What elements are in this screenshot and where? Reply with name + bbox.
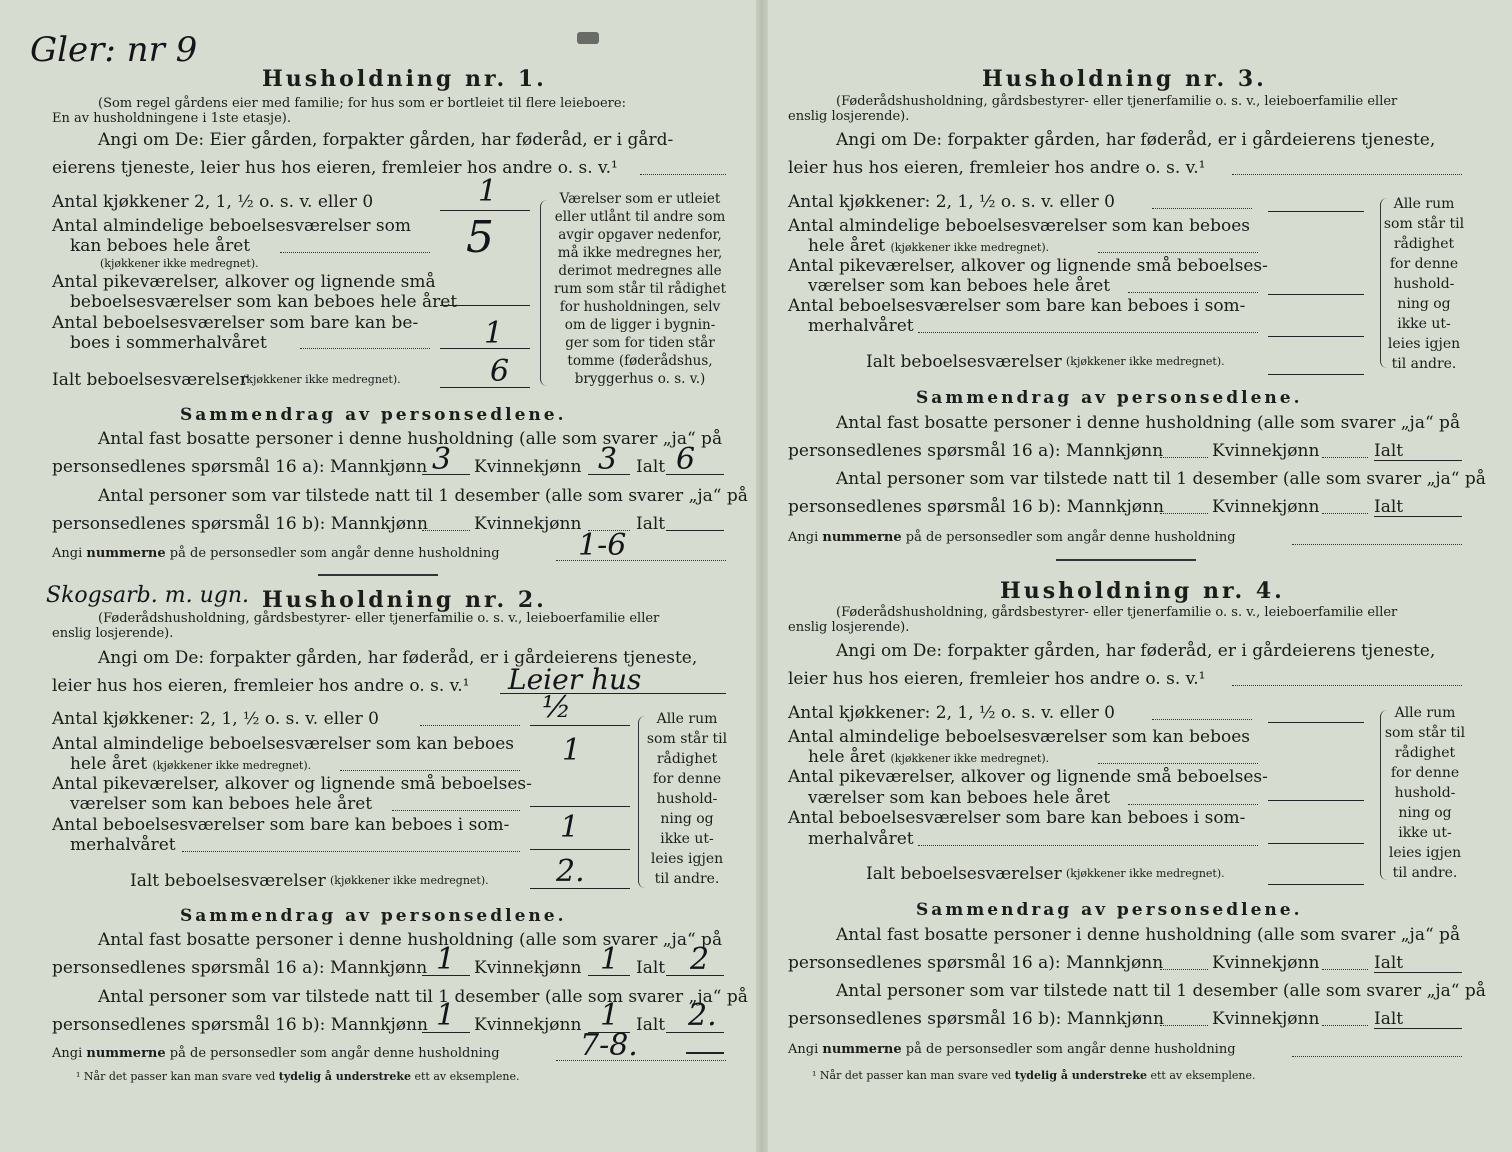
maid-rooms-label-2: værelser som kan beboes hele året [808, 276, 1111, 296]
summer-rooms-label: Antal beboelsesværelser som bare kan be- [52, 313, 419, 333]
maid-line [530, 806, 630, 807]
kitchens-label: Antal kjøkkener 2, 1, ½ o. s. v. eller 0 [52, 192, 374, 212]
side-line: ikke ut- [1397, 316, 1451, 332]
summary-b-female-label: Kvinnekjønn [1212, 1009, 1320, 1029]
summer-dots [918, 845, 1258, 846]
total-rooms-note: (kjøkkener ikke medregnet). [330, 874, 489, 887]
summer-rooms-label-2: boes i sommerhalvåret [70, 333, 267, 353]
rooms-label: Antal almindelige beboelsesværelser som kan beboes [788, 216, 1250, 236]
kitchens-label: Antal kjøkkener: 2, 1, ½ o. s. v. eller 0 [52, 709, 379, 729]
summary-a-text: Antal fast bosatte personer i denne husholdning (alle som svarer „ja“ på [98, 429, 723, 449]
maid-dots [1128, 804, 1258, 805]
household-4-angi-2: leier hus hos eieren, fremleier hos andre o. s. v.¹ [788, 669, 1206, 689]
summary-a-question: personsedlenes spørsmål 16 a): Mannkjønn [788, 441, 1164, 461]
summary-a-total-label: Ialt [1374, 953, 1404, 973]
summary-a-female-label: Kvinnekjønn [1212, 953, 1320, 973]
side-line: leies igjen [650, 851, 724, 867]
nummer-answer[interactable]: 7-8. [580, 1028, 638, 1063]
summary-a-total-label: Ialt [1374, 441, 1404, 461]
summary-a-total-label: Ialt [636, 457, 666, 477]
nummer-label [788, 1042, 1236, 1058]
summer-rooms-answer[interactable]: 1 [484, 316, 504, 351]
side-brace [540, 200, 547, 386]
nummer-text-2: på de personsedler som angår denne husholdning [905, 1042, 1236, 1057]
summary-a-question: personsedlenes spørsmål 16 a): Mannkjønn [788, 953, 1164, 973]
footnote-text-2: ett av eksemplene. [1150, 1069, 1256, 1082]
summary-b-total-label: Ialt [636, 514, 666, 534]
summary-b-question: personsedlenes spørsmål 16 b): Mannkjønn [788, 1009, 1164, 1029]
footnote-text-2: ett av eksemplene. [414, 1070, 520, 1083]
side-line: avgir opgaver nedenfor, [558, 227, 722, 243]
rooms-answer[interactable]: 1 [562, 733, 582, 768]
summary-b-total-line [1374, 1028, 1462, 1029]
summer-line [1268, 843, 1364, 844]
nummer-bold: nummerne [822, 1042, 902, 1057]
side-line: ning og [1398, 805, 1452, 821]
margin-note: Skogsarb. m. ugn. [46, 583, 249, 608]
rooms-note: (kjøkkener ikke medregnet). [152, 759, 312, 772]
summary-a-total-answer[interactable]: 2 [690, 942, 710, 977]
nummer-text: Angi [52, 1046, 83, 1061]
nummer-text-2: på de personsedler som angår denne husholdning [169, 1046, 500, 1061]
side-instructions [1382, 194, 1466, 374]
side-line: for denne [1389, 256, 1459, 272]
side-line: rum som står til rådighet [553, 281, 727, 297]
rooms-dots [1098, 763, 1258, 764]
summary-a-male-line [1160, 969, 1208, 970]
kitchens-label: Antal kjøkkener: 2, 1, ½ o. s. v. eller 0 [788, 703, 1115, 723]
household-4-title: Husholdning nr. 4. [1000, 578, 1285, 604]
maid-dots [1128, 292, 1258, 293]
summary-a-text: Antal fast bosatte personer i denne husholdning (alle som svarer „ja“ på [836, 413, 1461, 433]
summary-b-total-label: Ialt [1374, 1009, 1404, 1029]
summary-a-male-answer[interactable]: 3 [432, 442, 452, 477]
side-line: ning og [1397, 296, 1451, 312]
household-2-title: Husholdning nr. 2. [262, 587, 547, 613]
side-line: leies igjen [1388, 845, 1462, 861]
side-line: til andre. [1392, 865, 1458, 881]
side-line: ikke ut- [1398, 825, 1452, 841]
page-fold [756, 0, 768, 1152]
footnote-bold: tydelig å understreke [278, 1070, 411, 1083]
summary-b-female-answer[interactable]: 1 [600, 998, 620, 1033]
side-line: som står til [646, 731, 728, 747]
summary-a-female-line [1322, 457, 1368, 458]
side-line: eller utlånt til andre som [554, 209, 726, 225]
summer-rooms-label-2: merhalvåret [808, 316, 914, 336]
maid-rooms-label-2: værelser som kan beboes hele året [808, 788, 1111, 808]
summary-b-female-label: Kvinnekjønn [1212, 497, 1320, 517]
rooms-label: Antal almindelige beboelsesværelser som kan beboes [52, 734, 514, 754]
maid-rooms-line [440, 305, 530, 306]
total-line [1268, 374, 1364, 375]
summer-line [530, 849, 630, 850]
maid-rooms-label: Antal pikeværelser, alkover og lignende små beboelses- [52, 774, 532, 794]
summary-b-female-line [1322, 513, 1368, 514]
angi-fill-line [640, 174, 726, 175]
nummer-line [1292, 1056, 1462, 1057]
maid-rooms-label: Antal pikeværelser, alkover og lignende små beboelses- [788, 767, 1268, 787]
summer-rooms-label-2: merhalvåret [70, 835, 176, 855]
rooms-label: Antal almindelige beboelsesværelser som kan beboes [788, 727, 1250, 747]
summary-b-total-label: Ialt [1374, 497, 1404, 517]
household-2-note-2: enslig losjerende). [52, 626, 174, 641]
side-instructions [644, 709, 730, 889]
side-line: for husholdningen, selv [559, 299, 721, 315]
side-line: rådighet [656, 751, 718, 767]
side-line: hushold- [1394, 785, 1456, 801]
summary-a-total-line [1374, 972, 1462, 973]
summary-title: Sammendrag av personsedlene. [916, 388, 1303, 408]
summer-line [1268, 336, 1364, 337]
total-rooms-note: (kjøkkener ikke medregnet). [1066, 867, 1225, 880]
rooms-label-2 [808, 236, 1049, 256]
rooms-dots [340, 770, 520, 771]
summary-b-question: personsedlenes spørsmål 16 b): Mannkjønn [788, 497, 1164, 517]
nummer-bold: nummerne [86, 1046, 166, 1061]
kitchens-line [1268, 211, 1364, 212]
rooms-dots [280, 252, 430, 253]
rooms-note: (kjøkkener ikke medregnet). [890, 752, 1050, 765]
household-3-angi-2: leier hus hos eieren, fremleier hos andre o. s. v.¹ [788, 158, 1206, 178]
summary-b-male-line [1160, 513, 1208, 514]
summary-a-total-answer[interactable]: 6 [676, 442, 696, 477]
nummer-label [788, 530, 1236, 546]
side-line: hushold- [656, 791, 718, 807]
kitchens-line [530, 725, 630, 726]
summary-b-question: personsedlenes spørsmål 16 b): Mannkjønn [52, 1015, 428, 1035]
summary-title: Sammendrag av personsedlene. [180, 405, 567, 425]
angi-dots [1232, 685, 1462, 686]
kitchens-dots [1152, 208, 1252, 209]
household-3-angi: Angi om De: forpakter gården, har føderåd, er i gårdeierens tjeneste, [836, 130, 1436, 150]
rooms-note: (kjøkkener ikke medregnet). [100, 257, 259, 270]
side-line: Værelser som er utleiet [559, 191, 721, 207]
summary-a-text: Antal fast bosatte personer i denne husholdning (alle som svarer „ja“ på [98, 930, 723, 950]
total-rooms-label: Ialt beboelsesværelser [866, 864, 1062, 884]
household-1-note-2: En av husholdningene i 1ste etasje). [52, 111, 291, 126]
summer-rooms-label: Antal beboelsesværelser som bare kan beboes i som- [788, 808, 1246, 828]
nummer-text: Angi [788, 1042, 819, 1057]
nummer-label [52, 546, 500, 562]
household-3-note-2: enslig losjerende). [788, 109, 910, 124]
rooms-dots [1098, 252, 1258, 253]
maid-rooms-label-2: beboelsesværelser som kan beboes hele året [70, 292, 458, 312]
corner-handwritten-note: Gler: nr 9 [30, 30, 198, 70]
summary-a-question: personsedlenes spørsmål 16 a): Mannkjønn [52, 457, 428, 477]
section-divider [1056, 559, 1196, 561]
summary-b-question: personsedlenes spørsmål 16 b): Mannkjønn [52, 514, 428, 534]
right-page [768, 0, 1512, 1152]
footnote-bold: tydelig å understreke [1014, 1069, 1147, 1082]
summer-rooms-label: Antal beboelsesværelser som bare kan beboes i som- [788, 296, 1246, 316]
household-4-angi: Angi om De: forpakter gården, har føderåd, er i gårdeierens tjeneste, [836, 641, 1436, 661]
nummer-text-2: på de personsedler som angår denne husholdning [905, 530, 1236, 545]
side-line: ger som for tiden står [565, 335, 715, 351]
section-divider [318, 574, 438, 576]
rooms-label-2 [70, 754, 311, 774]
summer-rooms-label-2: merhalvåret [808, 829, 914, 849]
summary-a-female-label: Kvinnekjønn [1212, 441, 1320, 461]
nummer-text: Angi [788, 530, 819, 545]
rooms-label-2: kan beboes hele året [70, 236, 251, 256]
summary-a-male-line [1160, 457, 1208, 458]
summary-b-total-line [1374, 516, 1462, 517]
summary-b-text: Antal personer som var tilstede natt til 1 desember (alle som svarer „ja“ på [836, 469, 1486, 489]
summer-dots [300, 348, 430, 349]
summary-a-question: personsedlenes spørsmål 16 a): Mannkjønn [52, 958, 428, 978]
side-instructions [1382, 703, 1468, 883]
footnote-text: ¹ Når det passer kan man svare ved [76, 1070, 276, 1083]
summary-a-female-label: Kvinnekjønn [474, 457, 582, 477]
side-line: til andre. [1391, 356, 1457, 372]
household-1-note: (Som regel gårdens eier med familie; for hus som er bortleiet til flere leieboere: [98, 96, 626, 111]
summary-a-female-label: Kvinnekjønn [474, 958, 582, 978]
household-2-note: (Føderådshusholdning, gårdsbestyrer- eller tjenerfamilie o. s. v., leieboerfamilie eller [98, 611, 660, 626]
summary-b-female-label: Kvinnekjønn [474, 1015, 582, 1035]
summary-a-total-line [1374, 460, 1462, 461]
nummer-answer[interactable]: 1-6 [578, 528, 627, 563]
total-rooms-label: Ialt beboelsesværelser [130, 871, 326, 891]
footnote [76, 1070, 520, 1084]
summary-b-female-label: Kvinnekjønn [474, 514, 582, 534]
nummer-bold: nummerne [822, 530, 902, 545]
rooms-note: (kjøkkener ikke medregnet). [890, 241, 1050, 254]
side-line: tomme (føderådshus, [567, 353, 713, 369]
kitchens-dots [1152, 719, 1252, 720]
rooms-label-2-text: hele året [70, 754, 148, 774]
summary-title: Sammendrag av personsedlene. [180, 906, 567, 926]
maid-rooms-label: Antal pikeværelser, alkover og lignende små beboelses- [788, 256, 1268, 276]
maid-rooms-label: Antal pikeværelser, alkover og lignende små [52, 272, 436, 292]
total-line [1268, 884, 1364, 885]
kitchens-answer[interactable]: 1 [478, 174, 498, 209]
total-rooms-answer[interactable]: 2. [556, 854, 585, 889]
total-rooms-answer[interactable]: 6 [490, 354, 510, 389]
side-line: ikke ut- [660, 831, 714, 847]
side-line: bryggerhus o. s. v.) [574, 371, 706, 387]
side-line: rådighet [1394, 745, 1456, 761]
maid-rooms-label-2: værelser som kan beboes hele året [70, 794, 373, 814]
household-1-title: Husholdning nr. 1. [262, 66, 547, 92]
summary-b-text: Antal personer som var tilstede natt til 1 desember (alle som svarer „ja“ på [836, 981, 1486, 1001]
summer-dots [182, 851, 520, 852]
maid-dots [392, 810, 520, 811]
summary-b-male-line [1160, 1025, 1208, 1026]
side-line: Alle rum [1393, 196, 1455, 212]
nummer-dash-stroke [686, 1052, 724, 1054]
summary-b-male-line [422, 530, 470, 531]
household-3-title: Husholdning nr. 3. [982, 66, 1267, 92]
summary-a-text: Antal fast bosatte personer i denne husholdning (alle som svarer „ja“ på [836, 925, 1461, 945]
rooms-label-2-text: hele året [808, 747, 886, 767]
summary-a-female-answer[interactable]: 1 [600, 942, 620, 977]
summary-b-text: Antal personer som var tilstede natt til 1 desember (alle som svarer „ja“ på [98, 987, 748, 1007]
household-2-angi-answer[interactable]: Leier hus [508, 663, 642, 696]
household-4-note-2: enslig losjerende). [788, 620, 910, 635]
summer-dots [918, 332, 1258, 333]
summary-a-male-answer[interactable]: 1 [436, 942, 456, 977]
kitchens-dots [420, 725, 520, 726]
side-line: hushold- [1393, 276, 1455, 292]
side-line: om de ligger i bygnin- [564, 317, 716, 333]
summary-b-text: Antal personer som var tilstede natt til 1 desember (alle som svarer „ja“ på [98, 486, 748, 506]
rooms-label-2 [808, 747, 1049, 767]
summary-b-total-line [666, 530, 724, 531]
side-line: må ikke medregnes her, [557, 245, 723, 261]
household-2-angi-2: leier hus hos eieren, fremleier hos andre o. s. v.¹ [52, 676, 470, 696]
household-1-angi-2: eierens tjeneste, leier hus hos eieren, fremleier hos andre o. s. v.¹ [52, 158, 618, 178]
side-line: derimot medregnes alle [558, 263, 722, 279]
household-2-angi: Angi om De: forpakter gården, har føderåd, er i gårdeierens tjeneste, [98, 648, 698, 668]
household-3-note: (Føderådshusholdning, gårdsbestyrer- eller tjenerfamilie o. s. v., leieboerfamilie eller [836, 94, 1398, 109]
side-line: for denne [1390, 765, 1460, 781]
side-line: leies igjen [1387, 336, 1461, 352]
side-line: som står til [1384, 725, 1466, 741]
summary-a-female-line [1322, 969, 1368, 970]
total-rooms-label: Ialt beboelsesværelser [52, 370, 248, 390]
kitchens-answer[interactable]: ½ [542, 690, 572, 725]
nummer-text: Angi [52, 546, 83, 561]
nummer-line [1292, 544, 1462, 545]
summary-a-total-label: Ialt [636, 958, 666, 978]
rooms-label-2-text: hele året [808, 236, 886, 256]
nummer-bold: nummerne [86, 546, 166, 561]
angi-dots [1232, 174, 1462, 175]
side-line: rådighet [1393, 236, 1455, 252]
total-rooms-note: (kjøkkener ikke medregnet). [1066, 355, 1225, 368]
footnote-text: ¹ Når det passer kan man svare ved [812, 1069, 1012, 1082]
household-4-note: (Føderådshusholdning, gårdsbestyrer- eller tjenerfamilie o. s. v., leieboerfamilie eller [836, 605, 1398, 620]
side-line: Alle rum [656, 711, 718, 727]
summary-title: Sammendrag av personsedlene. [916, 900, 1303, 920]
maid-line [1268, 294, 1364, 295]
summary-b-total-answer[interactable]: 2. [688, 998, 717, 1033]
summary-b-total-label: Ialt [636, 1015, 666, 1035]
side-line: ning og [660, 811, 714, 827]
side-line: for denne [652, 771, 722, 787]
household-1-angi: Angi om De: Eier gården, forpakter gården, har føderåd, er i gård- [98, 130, 674, 150]
summer-rooms-answer[interactable]: 1 [560, 810, 580, 845]
summary-b-female-line [1322, 1025, 1368, 1026]
footnote [812, 1069, 1256, 1083]
total-rooms-label: Ialt beboelsesværelser [866, 352, 1062, 372]
kitchens-line [1268, 722, 1364, 723]
side-line: som står til [1383, 216, 1465, 232]
side-line: til andre. [654, 871, 720, 887]
kitchens-label: Antal kjøkkener: 2, 1, ½ o. s. v. eller 0 [788, 192, 1115, 212]
summary-a-female-answer[interactable]: 3 [598, 442, 618, 477]
summary-b-male-answer[interactable]: 1 [436, 998, 456, 1033]
rooms-answer[interactable]: 5 [466, 212, 494, 263]
side-line: Alle rum [1394, 705, 1456, 721]
nummer-text-2: på de personsedler som angår denne husholdning [169, 546, 500, 561]
nummer-label [52, 1046, 500, 1062]
rooms-label: Antal almindelige beboelsesværelser som [52, 216, 411, 236]
total-rooms-note: (kjøkkener ikke medregnet). [242, 373, 401, 386]
kitchens-answer-line [440, 210, 530, 211]
maid-line [1268, 800, 1364, 801]
summer-rooms-label: Antal beboelsesværelser som bare kan beboes i som- [52, 815, 510, 835]
total-rooms-line [440, 387, 530, 388]
side-instructions [552, 190, 728, 388]
